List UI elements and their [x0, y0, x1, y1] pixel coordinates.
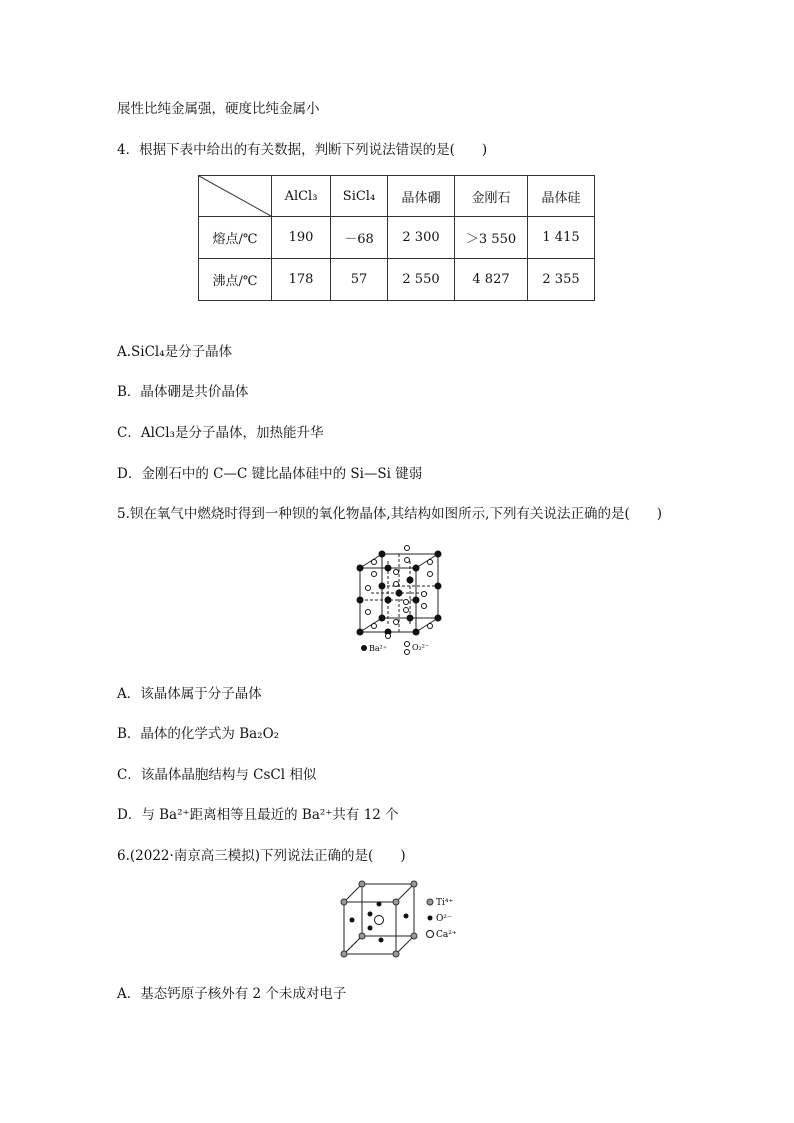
ca-legend-label: Ca²⁺ — [436, 930, 457, 940]
question-5-option-d: D．与 Ba²⁺距离相等且最近的 Ba²⁺共有 12 个 — [117, 807, 399, 823]
ca-legend-dot — [427, 931, 434, 938]
question-4-option-c: C．AlCl₃是分子晶体，加热能升华 — [117, 425, 324, 441]
o-legend-dot — [428, 916, 433, 921]
ba-legend-label: Ba²⁺ — [369, 644, 388, 653]
table-cell: －68 — [331, 217, 388, 259]
table-header-cell: 金刚石 — [455, 176, 528, 217]
question-4-stem: 4．根据下表中给出的有关数据，判断下列说法错误的是( ) — [117, 142, 488, 158]
o-legend-label: O²⁻ — [436, 914, 452, 924]
perovskite-structure-figure — [336, 880, 476, 968]
table-row-label: 沸点/℃ — [199, 259, 272, 301]
ti-legend-label: Ti⁴⁺ — [436, 898, 454, 908]
table-row — [199, 217, 595, 259]
table-header-cell: SiCl₄ — [331, 176, 388, 217]
question-6-stem: 6.(2022·南京高三模拟)下列说法正确的是( ) — [117, 848, 406, 864]
table-row — [199, 259, 595, 301]
table-cell: 178 — [272, 259, 331, 301]
table-cell: 190 — [272, 217, 331, 259]
table-cell: 57 — [331, 259, 388, 301]
table-cell: ＞3 550 — [455, 217, 528, 259]
table-row-label: 熔点/℃ — [199, 217, 272, 259]
table-header-cell: 晶体硼 — [388, 176, 455, 217]
question-4-option-b: B．晶体硼是共价晶体 — [117, 384, 249, 400]
text-line-continuation: 展性比纯金属强，硬度比纯金属小 — [117, 101, 320, 117]
table-corner-diagonal — [199, 176, 272, 217]
o2-legend-label: O₂²⁻ — [412, 643, 430, 652]
table-cell: 1 415 — [528, 217, 595, 259]
perovskite-cell-diagram — [336, 880, 476, 964]
question-5-option-b: B．晶体的化学式为 Ba₂O₂ — [117, 726, 280, 742]
table-cell: 2 300 — [388, 217, 455, 259]
ba-legend-dot — [361, 645, 367, 651]
table-cell: 4 827 — [455, 259, 528, 301]
question-4-option-d: D．金刚石中的 C—C 键比晶体硅中的 Si—Si 键弱 — [117, 466, 423, 482]
data-table — [198, 175, 595, 301]
question-5-option-c: C．该晶体晶胞结构与 CsCl 相似 — [117, 767, 317, 783]
ti-legend-dot — [427, 899, 433, 905]
question-5-stem: 5.钡在氧气中燃烧时得到一种钡的氧化物晶体,其结构如图所示,下列有关说法正确的是( ) — [117, 506, 662, 522]
o2-legend-dot — [405, 650, 410, 655]
crystal-cell-diagram — [352, 540, 452, 658]
question-5-option-a: A．该晶体属于分子晶体 — [117, 686, 262, 702]
question-6-option-a: A．基态钙原子核外有 2 个未成对电子 — [117, 986, 347, 1002]
question-4-option-a: A.SiCl₄是分子晶体 — [117, 344, 233, 360]
ca-center-atom — [375, 916, 384, 925]
table-header-cell: AlCl₃ — [272, 176, 331, 217]
bao2-crystal-structure-figure — [352, 540, 452, 662]
table-cell: 2 355 — [528, 259, 595, 301]
o2-legend-dot — [405, 642, 410, 647]
table-cell: 2 550 — [388, 259, 455, 301]
table-header-cell: 晶体硅 — [528, 176, 595, 217]
